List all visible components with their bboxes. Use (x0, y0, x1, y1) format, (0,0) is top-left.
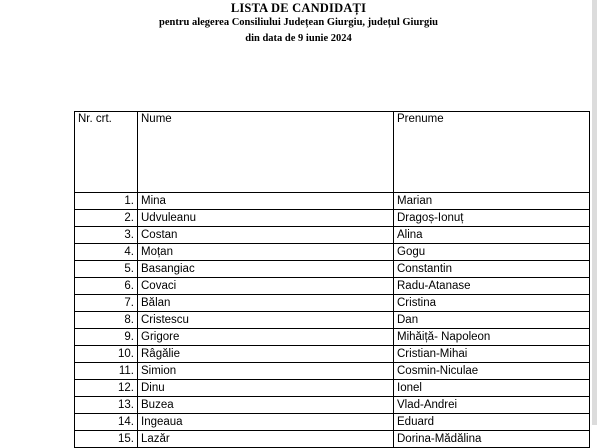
surname-cell: Lazăr (138, 431, 394, 448)
first-name-cell: Eduard (394, 414, 590, 431)
table-row (75, 295, 590, 312)
row-number-cell: 12. (75, 380, 138, 397)
surname-cell: Ingeaua (138, 414, 394, 431)
surname-cell: Covaci (138, 278, 394, 295)
column-header-nume: Nume (138, 112, 394, 193)
row-number-cell: 13. (75, 397, 138, 414)
row-number-cell: 3. (75, 227, 138, 244)
table-row (75, 278, 590, 295)
surname-cell: Moțan (138, 244, 394, 261)
candidates-table-body (75, 193, 590, 448)
surname-cell: Costan (138, 227, 394, 244)
first-name-cell: Cristian-Mihai (394, 346, 590, 363)
table-row (75, 431, 590, 448)
row-number-cell: 1. (75, 193, 138, 210)
table-row (75, 244, 590, 261)
row-number-cell: 5. (75, 261, 138, 278)
first-name-cell: Ionel (394, 380, 590, 397)
first-name-cell: Vlad-Andrei (394, 397, 590, 414)
table-row (75, 261, 590, 278)
table-row (75, 397, 590, 414)
table-header-row (75, 112, 590, 193)
row-number-cell: 11. (75, 363, 138, 380)
first-name-cell: Cristina (394, 295, 590, 312)
first-name-cell: Gogu (394, 244, 590, 261)
row-number-cell: 7. (75, 295, 138, 312)
first-name-cell: Constantin (394, 261, 590, 278)
surname-cell: Dinu (138, 380, 394, 397)
table-row (75, 193, 590, 210)
table-row (75, 363, 590, 380)
table-row (75, 329, 590, 346)
row-number-cell: 4. (75, 244, 138, 261)
first-name-cell: Marian (394, 193, 590, 210)
row-number-cell: 2. (75, 210, 138, 227)
column-header-prenume: Prenume (394, 112, 590, 193)
row-number-cell: 15. (75, 431, 138, 448)
table-row (75, 380, 590, 397)
surname-cell: Basangiac (138, 261, 394, 278)
row-number-cell: 8. (75, 312, 138, 329)
column-header-nr-crt: Nr. crt. (75, 112, 138, 193)
first-name-cell: Dragoș-Ionuț (394, 210, 590, 227)
first-name-cell: Alina (394, 227, 590, 244)
surname-cell: Bălan (138, 295, 394, 312)
table-row (75, 414, 590, 431)
table-row (75, 227, 590, 244)
table-row (75, 210, 590, 227)
first-name-cell: Cosmin-Niculae (394, 363, 590, 380)
table-row (75, 346, 590, 363)
surname-cell: Udvuleanu (138, 210, 394, 227)
first-name-cell: Radu-Atanase (394, 278, 590, 295)
first-name-cell: Mihăiță- Napoleon (394, 329, 590, 346)
row-number-cell: 10. (75, 346, 138, 363)
surname-cell: Cristescu (138, 312, 394, 329)
surname-cell: Râgălie (138, 346, 394, 363)
table-row (75, 312, 590, 329)
surname-cell: Simion (138, 363, 394, 380)
candidates-table (74, 111, 590, 448)
row-number-cell: 14. (75, 414, 138, 431)
first-name-cell: Dan (394, 312, 590, 329)
document-title: LISTA DE CANDIDAȚI (230, 1, 367, 15)
row-number-cell: 9. (75, 329, 138, 346)
surname-cell: Mina (138, 193, 394, 210)
page-right-edge (592, 0, 597, 425)
document-subtitle-date: din data de 9 iunie 2024 (245, 33, 352, 44)
document-subtitle-election: pentru alegerea Consiliului Județean Giurgiu, județul Giurgiu (159, 17, 438, 28)
surname-cell: Grigore (138, 329, 394, 346)
row-number-cell: 6. (75, 278, 138, 295)
first-name-cell: Dorina-Mădălina (394, 431, 590, 448)
surname-cell: Buzea (138, 397, 394, 414)
